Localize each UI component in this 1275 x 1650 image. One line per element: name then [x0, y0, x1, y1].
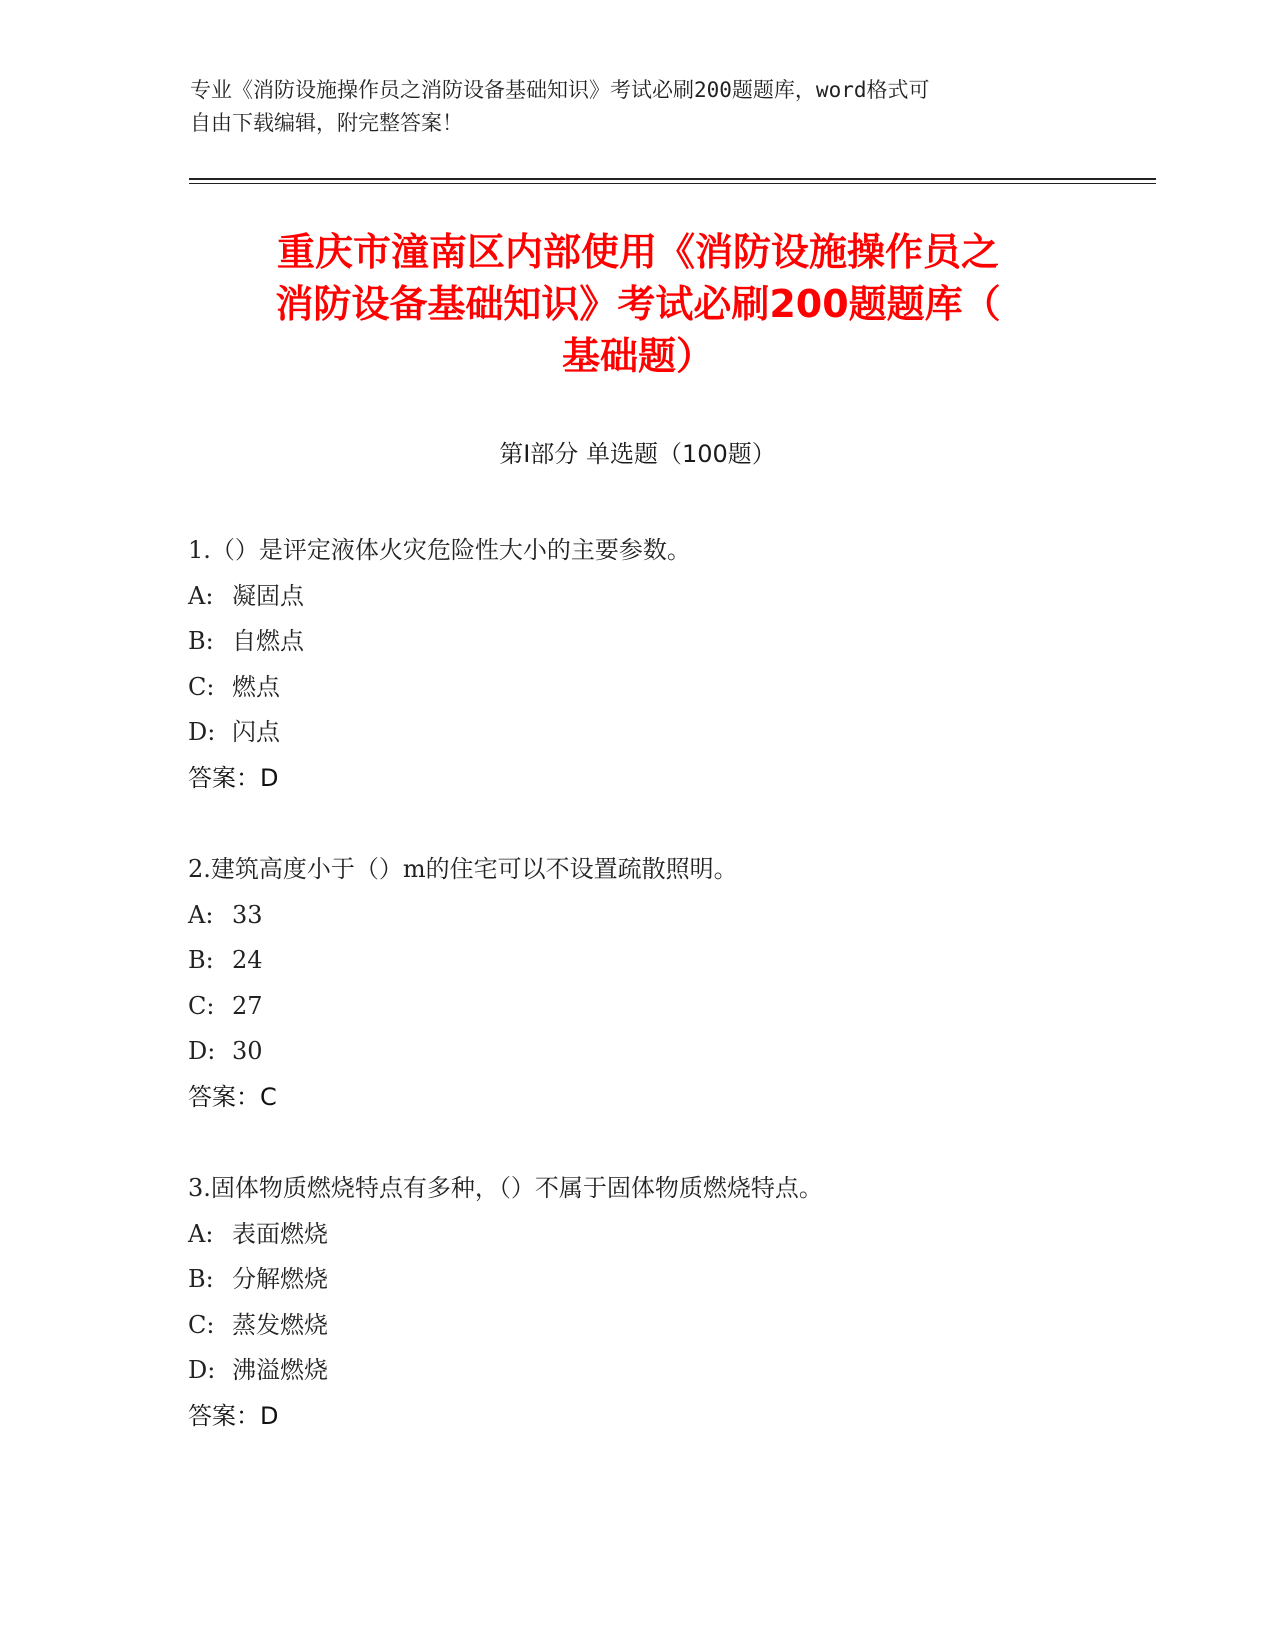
option-text: 27 [232, 991, 263, 1020]
question-text: 3.固体物质燃烧特点有多种，（）不属于固体物质燃烧特点。 [188, 1174, 823, 1202]
option-key: C: [188, 1310, 215, 1339]
option-a [188, 1212, 1148, 1258]
header-divider-thick [189, 178, 1156, 180]
option-text: 自燃点 [232, 627, 304, 655]
option-c [188, 665, 1148, 711]
question-item [188, 847, 1148, 1120]
header-note [190, 74, 1090, 140]
document-title-line: 基础题） [561, 334, 714, 378]
question-item [188, 528, 1148, 801]
question-list [188, 528, 1148, 1439]
option-text: 24 [232, 946, 263, 974]
option-text: 燃点 [232, 672, 280, 701]
answer-text: 答案：C [188, 1082, 277, 1111]
option-key: D: [188, 1356, 216, 1384]
option-b [188, 1257, 1148, 1303]
question-text: 1.（）是评定液体火灾危险性大小的主要参数。 [188, 536, 691, 564]
option-key: D: [188, 1037, 216, 1065]
option-c [188, 1303, 1148, 1349]
option-key: A: [188, 900, 214, 929]
option-text: 闪点 [232, 718, 280, 746]
option-c [188, 984, 1148, 1030]
option-a [188, 574, 1148, 620]
question-text: 2.建筑高度小于（）m的住宅可以不设置疏散照明。 [188, 855, 738, 883]
option-key: C: [188, 672, 215, 701]
header-note-line: 专业《消防设施操作员之消防设备基础知识》考试必刷200题题库，word格式可 [190, 78, 930, 102]
section-title: 第Ⅰ部分 单选题（100题） [499, 440, 776, 468]
question-item [188, 1166, 1148, 1439]
option-b [188, 938, 1148, 984]
option-d [188, 710, 1148, 756]
option-d [188, 1029, 1148, 1075]
header-divider-thin [189, 183, 1156, 184]
option-key: C: [188, 991, 215, 1020]
option-text: 33 [232, 900, 263, 929]
option-text: 凝固点 [232, 581, 304, 610]
answer-text: 答案：D [188, 763, 279, 792]
option-key: B: [188, 946, 214, 974]
option-key: A: [188, 1219, 214, 1248]
option-text: 蒸发燃烧 [232, 1310, 328, 1339]
document-title-line: 消防设备基础知识》考试必刷200题题库（ [275, 282, 1001, 326]
option-key: D: [188, 718, 216, 746]
option-text: 沸溢燃烧 [232, 1356, 328, 1384]
document-title [150, 226, 1126, 382]
option-text: 30 [232, 1037, 263, 1065]
question-spacer [188, 801, 1148, 847]
option-d [188, 1348, 1148, 1394]
document-title-line: 重庆市潼南区内部使用《消防设施操作员之 [276, 230, 999, 274]
question-spacer [188, 1120, 1148, 1166]
option-text: 表面燃烧 [232, 1219, 328, 1248]
header-note-line: 自由下载编辑，附完整答案！ [190, 111, 463, 135]
option-text: 分解燃烧 [232, 1265, 328, 1293]
option-b [188, 619, 1148, 665]
option-key: B: [188, 1265, 214, 1293]
answer-text: 答案：D [188, 1401, 279, 1430]
option-key: B: [188, 627, 214, 655]
option-key: A: [188, 581, 214, 610]
option-a [188, 893, 1148, 939]
